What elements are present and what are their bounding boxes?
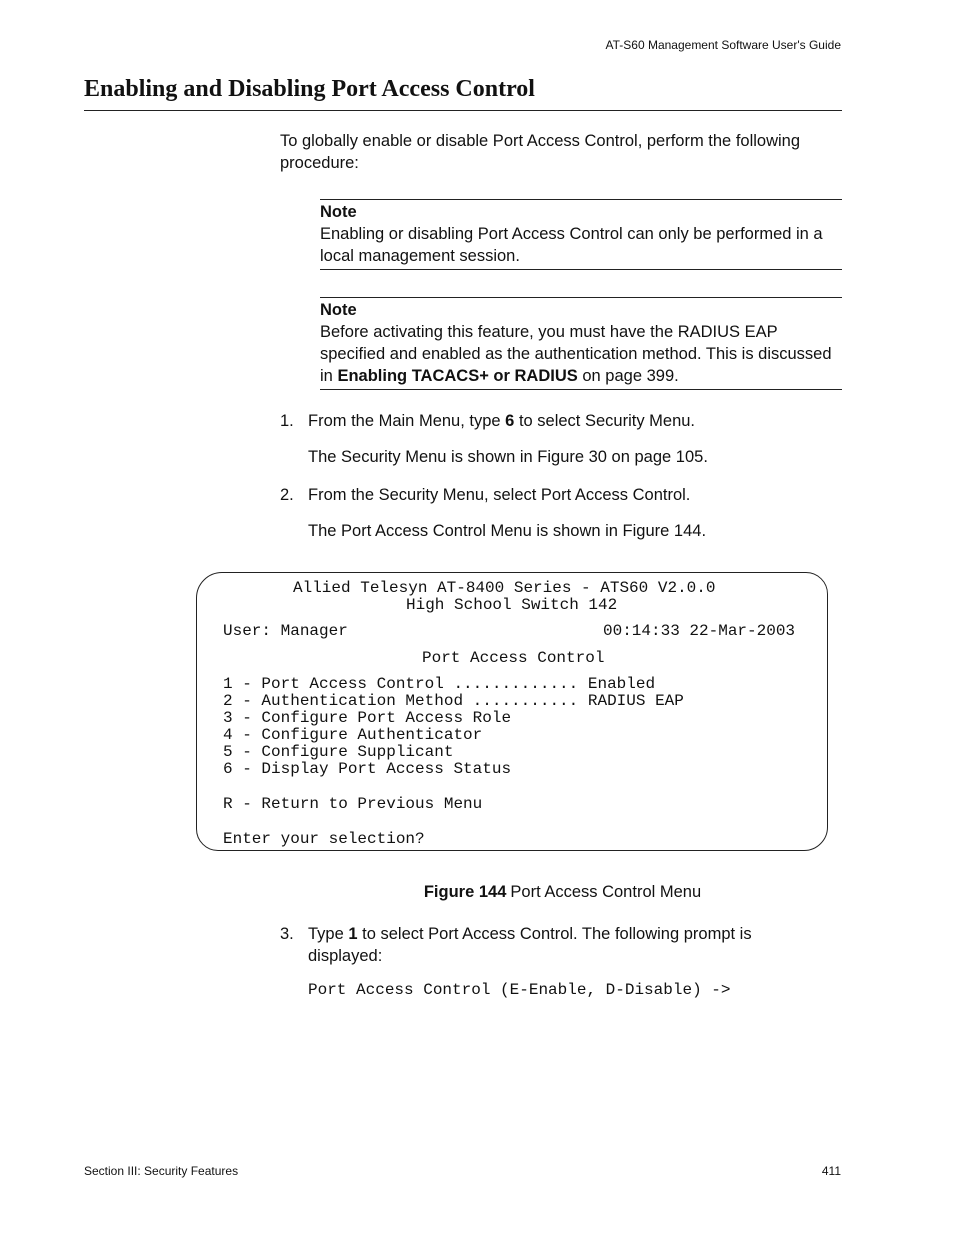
step-2-note: The Port Access Control Menu is shown in Figure 144.	[308, 522, 707, 540]
terminal-user: User: Manager	[223, 622, 348, 640]
command-prompt: Port Access Control (E-Enable, D-Disable) ->	[308, 981, 731, 999]
step-number: 1.	[280, 412, 294, 430]
note-label: Note	[320, 203, 357, 221]
step-text: From the Security Menu, select Port Access Control.	[308, 486, 691, 504]
terminal-prompt[interactable]: Enter your selection?	[223, 830, 425, 848]
figure-caption	[280, 883, 845, 902]
terminal-menu-title: Port Access Control	[422, 649, 605, 667]
terminal-menu-item[interactable]: 5 - Configure Supplicant	[223, 743, 454, 761]
note-label: Note	[320, 301, 357, 319]
cross-reference-link[interactable]: Enabling TACACS+ or RADIUS	[337, 367, 578, 385]
terminal-menu-item[interactable]: 6 - Display Port Access Status	[223, 760, 512, 778]
step-text: From the Main Menu, type 6 to select Security Menu.	[308, 412, 696, 430]
intro-paragraph: To globally enable or disable Port Access Control, perform the following procedure:	[280, 132, 801, 172]
figure-caption-text: Port Access Control Menu	[510, 883, 702, 901]
footer-section: Section III: Security Features	[84, 1164, 239, 1178]
step-1-note: The Security Menu is shown in Figure 30 on page 105.	[308, 448, 708, 466]
terminal-switch-name: High School Switch 142	[406, 596, 618, 614]
terminal-title: Allied Telesyn AT-8400 Series - ATS60 V2.0.0	[293, 579, 716, 597]
note-text: Before activating this feature, you must have the RADIUS EAP specified and enabled as the authentication method. This is discussed in Enabling TACACS+ or RADIUS on page 399.	[320, 323, 832, 385]
page-number: 411	[821, 1164, 841, 1178]
note-text: Enabling or disabling Port Access Control can only be performed in a local management session.	[320, 225, 823, 265]
terminal-datetime: 00:14:33 22-Mar-2003	[603, 622, 796, 640]
note-box-1	[320, 199, 842, 270]
step-text: Type 1 to select Port Access Control. The following prompt is displayed:	[308, 925, 752, 965]
terminal-menu-item[interactable]: 3 - Configure Port Access Role	[223, 709, 512, 727]
section-title: Enabling and Disabling Port Access Control	[84, 76, 535, 102]
note-box-2	[320, 297, 842, 390]
terminal-menu-item[interactable]: 1 - Port Access Control ............. Enabled	[223, 675, 656, 693]
terminal-return-item[interactable]: R - Return to Previous Menu	[223, 795, 483, 813]
title-rule	[84, 110, 842, 111]
step-number: 2.	[280, 486, 294, 504]
figure-label: Figure 144	[423, 883, 507, 901]
running-header: AT-S60 Management Software User's Guide	[605, 38, 841, 52]
terminal-menu-item[interactable]: 4 - Configure Authenticator	[223, 726, 483, 744]
terminal-menu-item[interactable]: 2 - Authentication Method ........... RADIUS EAP	[223, 692, 684, 710]
step-number: 3.	[280, 925, 294, 943]
